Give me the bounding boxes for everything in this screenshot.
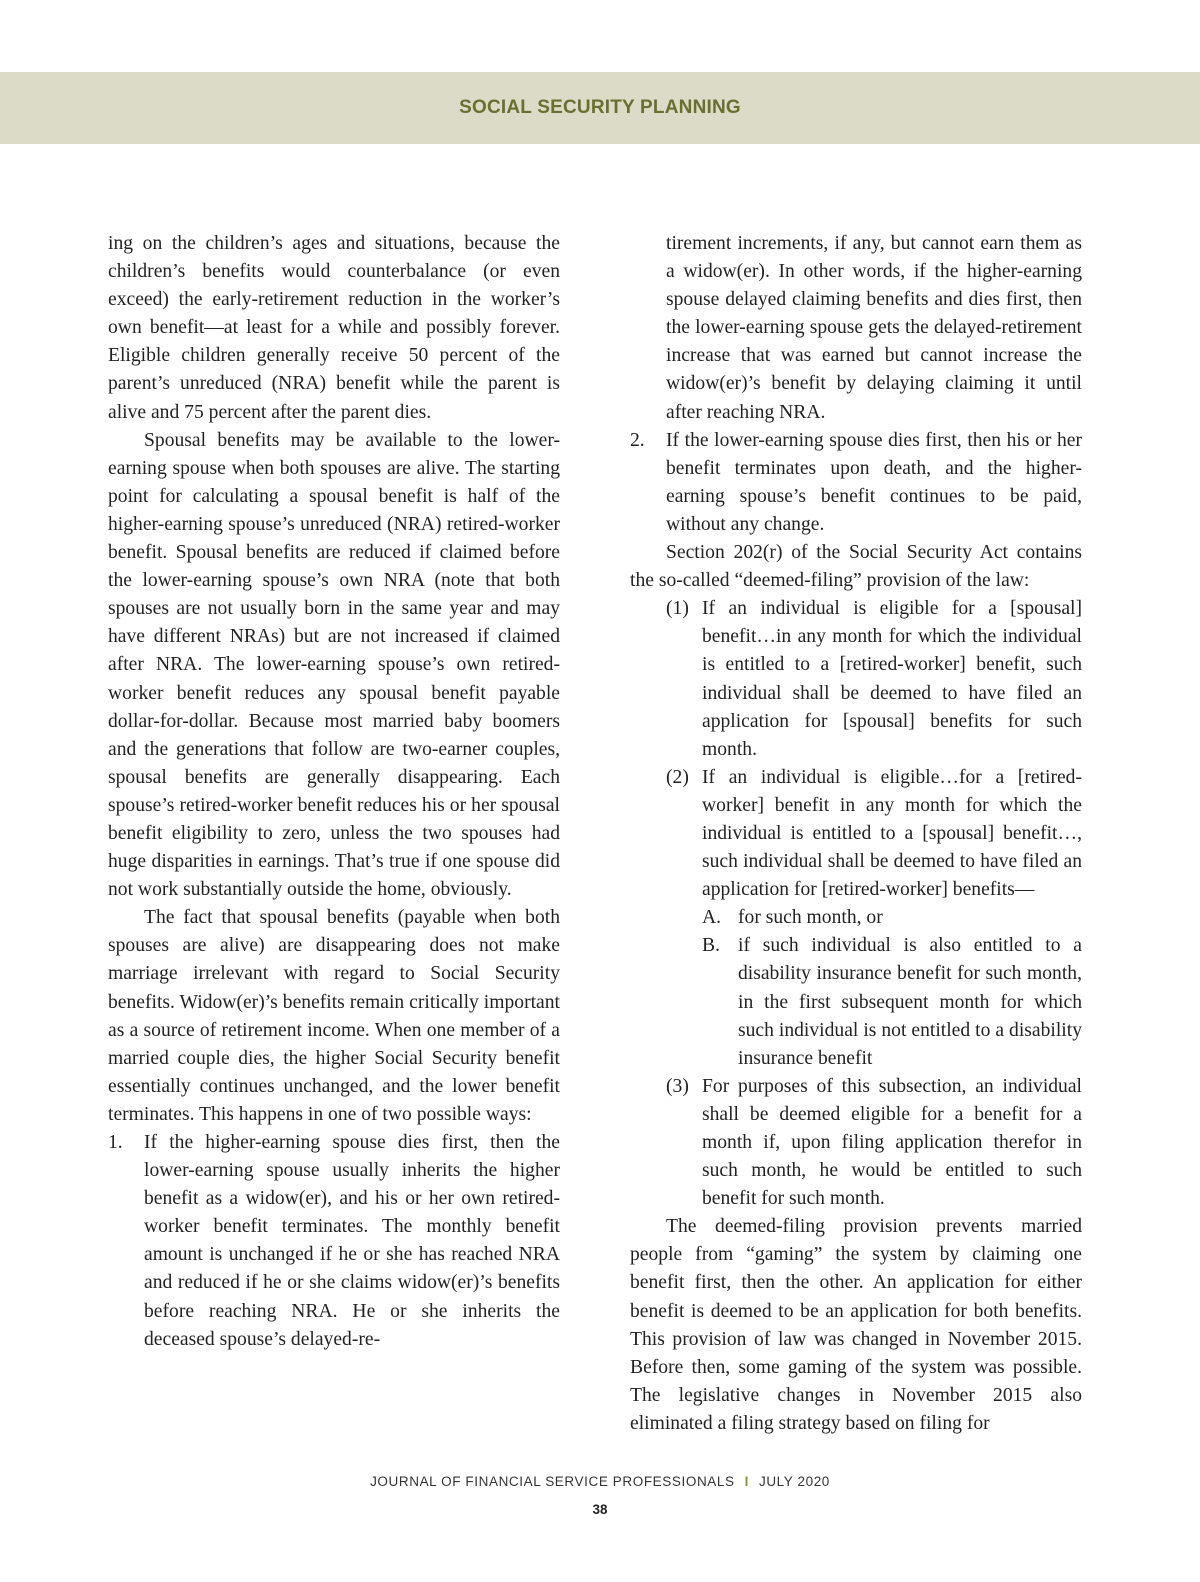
provision-text: If an individual is eligible…for a [retired-worker] benefit in any month for which the individual is entitled to a [spousal] benefit…, such individual shall be deemed to have filed an application for [retired-worker] benefits— <box>702 766 1082 901</box>
issue-date: JULY 2020 <box>758 1474 830 1489</box>
provision-subitem-b <box>630 932 1082 1072</box>
paragraph-deemed-filing: The deemed-filing provision prevents married people from “gaming” the system by claiming one benefit first, then the other. An application for either benefit is deemed to be an application for both benefits. This provision of law was changed in November 2015. Before then, some gaming of the system was possible. The legislative changes in November 2015 also eliminated a filing strategy based on filing for <box>630 1216 1082 1434</box>
provision-text: If an individual is eligible for a [spousal] benefit…in any month for which the individual is entitled to a [retired-worker] benefit, such individual shall be deemed to have filed an application for [spousal] benefits for such month. <box>702 598 1082 760</box>
provision-item-1 <box>630 595 1082 764</box>
list-number: 1. <box>108 1132 123 1153</box>
left-column <box>108 230 560 1354</box>
right-column <box>630 230 1082 1438</box>
journal-name: JOURNAL OF FINANCIAL SERVICE PROFESSIONALS <box>370 1474 735 1489</box>
header-band <box>0 72 1200 144</box>
provision-subitem-a <box>630 904 1082 932</box>
provision-item-2 <box>630 764 1082 904</box>
provision-item-3 <box>630 1073 1082 1213</box>
provision-letter: B. <box>702 935 720 957</box>
page-number: 38 <box>592 1502 608 1517</box>
paragraph-spousal-benefits: Spousal benefits may be available to the lower-earning spouse when both spouses are alive. The starting point for calculating a spousal benefit is half of the higher-earning spouse’s unreduced (NRA) retired-worker benefit. Spousal benefits are reduced if claimed before the lower-earning spouse’s own NRA (note that both spouses are not usually born in the same year and may have different NRAs) but are not increased if claimed after NRA. The lower-earning spouse’s own retired-worker benefit reduces any spousal benefit payable dollar-for-dollar. Because most married baby boomers and the generations that follow are two-earner couples, spousal benefits are generally disappearing. Each spouse’s retired-worker benefit reduces his or her spousal benefit eligibility to zero, unless the two spouses had huge disparities in earnings. That’s true if one spouse did not work substantially outside the home, obviously. <box>108 429 560 901</box>
paragraph-section-202r: Section 202(r) of the Social Security Act contains the so-called “deemed-filing” provision of the law: <box>630 542 1082 592</box>
provision-number: (2) <box>666 766 689 788</box>
footer-separator: I <box>744 1474 749 1489</box>
paragraph-children-benefits: ing on the children’s ages and situations, because the children’s benefits would counterbalance (or even exceed) the early-retirement reduction in the worker’s own benefit—at least for a while and possibly forever. Eligible children generally receive 50 percent of the parent’s unreduced (NRA) benefit while the parent is alive and 75 percent after the parent dies. <box>108 233 560 423</box>
provision-text: For purposes of this subsection, an individual shall be deemed eligible for a benefit for a month if, upon filing application therefor in such month, he would be entitled to such benefit for such month. <box>702 1075 1082 1210</box>
provision-number: (1) <box>666 598 689 620</box>
list-number: 2. <box>630 429 645 451</box>
section-title: SOCIAL SECURITY PLANNING <box>459 97 741 118</box>
provision-letter: A. <box>702 907 722 929</box>
list-item-1-continued: tirement increments, if any, but cannot earn them as a widow(er). In other words, if the higher-earning spouse delayed claiming benefits and dies first, then the lower-earning spouse gets the delayed-retirement increase that was earned but cannot increase the widow(er)’s benefit by delaying claiming it until after reaching NRA. <box>666 233 1082 423</box>
footer-journal-line <box>0 1474 1200 1489</box>
provision-text: if such individual is also entitled to a disability insurance benefit for such month, in the first subsequent month for which such individual is not entitled to a disability insurance benefit <box>738 935 1082 1069</box>
list-item-text: If the higher-earning spouse dies first, then the lower-earning spouse usually inherits the higher benefit as a widow(er), and his or her own retired-worker benefit terminates. The monthly benefit amount is unchanged if he or she has reached NRA and reduced if he or she claims widow(er)’s benefits before reaching NRA. He or she inherits the deceased spouse’s delayed-re- <box>144 1132 560 1350</box>
provision-text: for such month, or <box>738 907 883 929</box>
list-item-1 <box>108 1129 560 1354</box>
provision-number: (3) <box>666 1075 689 1097</box>
list-item-text: If the lower-earning spouse dies first, then his or her benefit terminates upon death, and the higher-earning spouse’s benefit continues to be paid, without any change. <box>666 429 1082 535</box>
list-item-2 <box>630 427 1082 539</box>
paragraph-widow-benefits: The fact that spousal benefits (payable when both spouses are alive) are disappearing does not make marriage irrelevant with regard to Social Security benefits. Widow(er)’s benefits remain critically important as a source of retirement income. When one member of a married couple dies, the higher Social Security benefit essentially continues unchanged, and the lower benefit terminates. This happens in one of two possible ways: <box>108 907 560 1125</box>
